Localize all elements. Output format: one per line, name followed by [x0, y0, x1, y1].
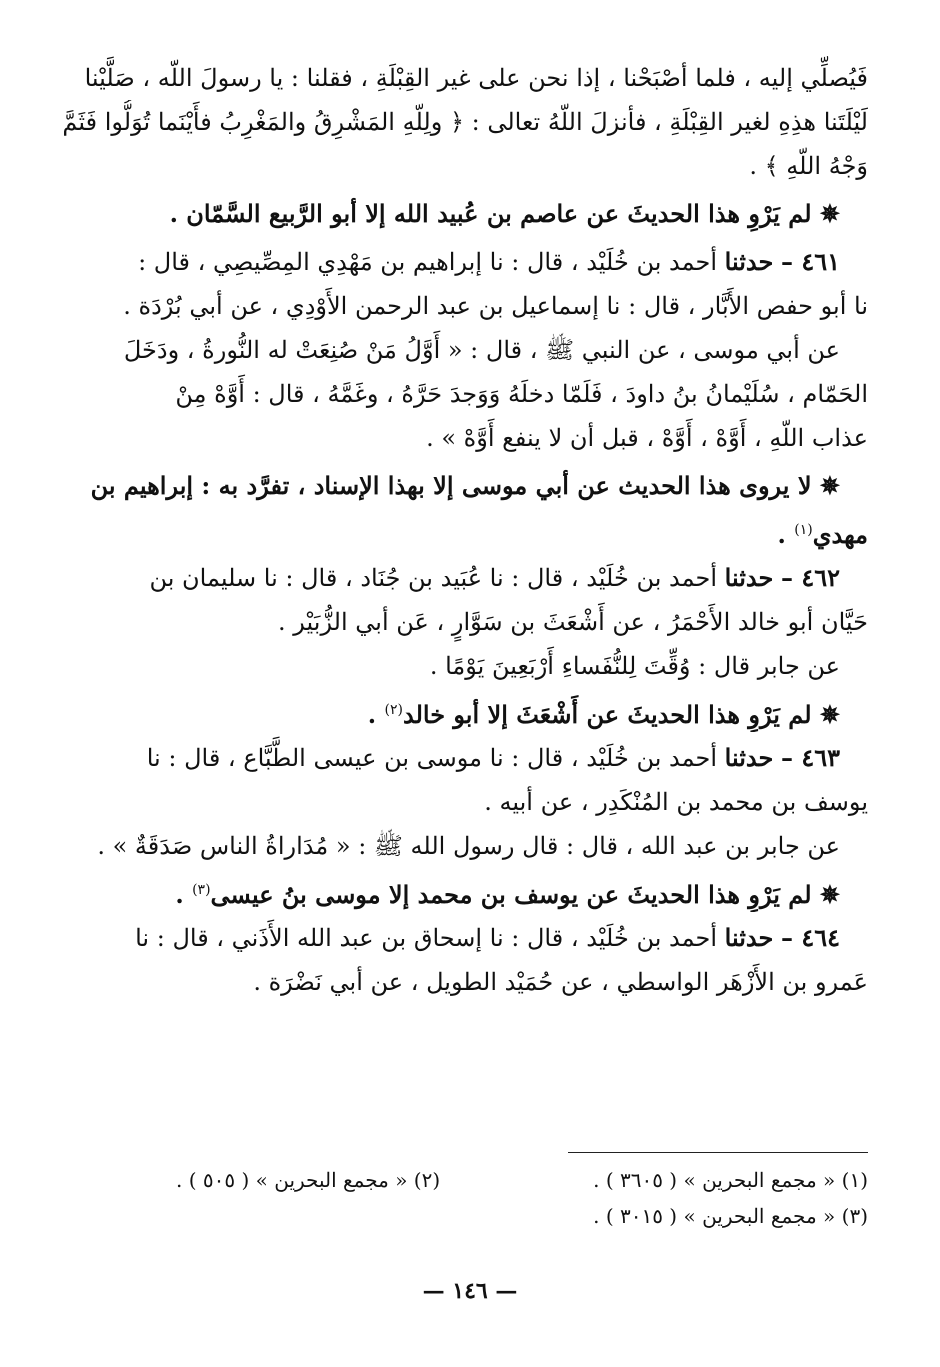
note-text: ✵ لم يَرْوِ هذا الحديثَ عن يوسف بن محمد إلا موسى بنُ عيسى [210, 880, 840, 909]
hadith-number: ٤٦٤ – [780, 923, 840, 952]
footnote-divider [568, 1152, 868, 1153]
note-line [56, 868, 868, 912]
hadith-line: عَمرو بن الأَزْهَر الواسطي ، عن حُمَيْد الطويل ، عن أبي نَضْرَة . [253, 968, 868, 996]
hadith-463 [56, 736, 868, 868]
hadith-number: ٤٦٢ – [780, 563, 840, 592]
note-line: ✵ لا يروى هذا الحديث عن أبي موسى إلا بهذا الإسناد ، تفرَّد به : إبراهيم بن [90, 471, 840, 500]
hadith-line [56, 556, 868, 600]
text-line: فَيُصلِّي إليه ، فلما أصْبَحْنا ، إذا نحن على غير القِبْلَةِ ، فقلنا : يا رسولَ اللّه ، صَلَّيْنا [84, 64, 868, 92]
hadith-number: ٤٦٣ – [780, 743, 840, 772]
note-text: مهدي [812, 520, 868, 549]
hadith-text: أحمد بن خُلَيْد ، قال : نا عُبَيد بن جُنَاد ، قال : نا سليمان بن [149, 564, 718, 592]
hadith-text: أحمد بن خُلَيْد ، قال : نا إبراهيم بن مَهْدِي المِصِّيصِي ، قال : [138, 248, 718, 276]
footnote-2: (٢) « مجمع البحرين » ( ٥٠٥ ) . [176, 1168, 441, 1192]
text-line: وَجْهُ اللّهِ ﴾ . [749, 152, 868, 180]
hadith-line: عن جابر قال : وُقِّتَ لِلنُّفَساءِ أَرْبَعِينَ يَوْمًا . [429, 652, 840, 680]
hadith-462 [56, 556, 868, 688]
hadith-number: ٤٦١ – [780, 247, 840, 276]
note-line [56, 508, 868, 552]
note-text: ✵ لم يَرْوِ هذا الحديثَ عن أَشْعَثَ إلا أبو خالد [402, 700, 840, 729]
hadith-text: أحمد بن خُلَيْد ، قال : نا إسحاق بن عبد الله الأَذَني ، قال : نا [135, 924, 718, 952]
page-number: — ١٤٦ — [422, 1278, 518, 1304]
hadith-line: عن جابر بن عبد الله ، قال : قال رسول الله ﷺ : « مُدَاراةُ الناس صَدَقَةٌ » . [97, 832, 840, 860]
hadith-line [56, 736, 868, 780]
note-end: . [777, 520, 786, 549]
note-paragraph [56, 464, 868, 552]
main-text [56, 56, 868, 1004]
hadith-line: عن أبي موسى ، عن النبي ﷺ ، قال : « أَوَّلُ مَنْ صُنِعَتْ له النُّورةُ ، ودَخَلَ [123, 336, 840, 364]
note-end: . [175, 880, 184, 909]
hadith-line: نا أبو حفص الأَبَّار ، قال : نا إسماعيل بن عبد الرحمن الأَوْدِي ، عن أبي بُرْدَة . [123, 292, 868, 320]
footnote-ref: (١) [794, 522, 813, 538]
hadith-464 [56, 916, 868, 1004]
footnote-row [56, 1162, 868, 1198]
hadith-461 [56, 240, 868, 460]
footnote-ref: (٢) [384, 702, 403, 718]
continuation-paragraph [56, 56, 868, 188]
hadith-line: عذاب اللّهِ ، أَوَّهْ ، أَوَّهْ ، قبل أن لا ينفع أَوَّهْ » . [426, 424, 868, 452]
footnotes [56, 1162, 868, 1234]
note-paragraph [56, 688, 868, 732]
footnote-1: (١) « مجمع البحرين » ( ٣٦٠٥ ) . [593, 1168, 868, 1192]
hadith-lead: حدثنا [724, 743, 774, 772]
note-paragraph [56, 868, 868, 912]
note-line [56, 688, 868, 732]
hadith-lead: حدثنا [724, 247, 774, 276]
note-paragraph [56, 192, 868, 236]
hadith-lead: حدثنا [724, 923, 774, 952]
hadith-line: حَيَّان أبو خالد الأَحْمَرُ ، عن أَشْعَثَ بن سَوَّارٍ ، عَن أبي الزُّبَيْر . [278, 608, 868, 636]
text-line: لَيْلَتَنا هذِهِ لغير القِبْلَةِ ، فأنزلَ اللّهُ تعالى : ﴿ ولِلّهِ المَشْرِقُ والمَغْرِبُ فأَيْنَما تُوَلُّوا فَثَمَّ [62, 108, 868, 136]
footnote-ref: (٣) [192, 882, 211, 898]
hadith-line: الحَمّام ، سُلَيْمانُ بنُ داودَ ، فَلَمّا دخلَهُ وَوَجدَ حَرَّهُ ، وغَمَّهُ ، قال : أَوَّهْ مِنْ [175, 380, 868, 408]
hadith-text: أحمد بن خُلَيْد ، قال : نا موسى بن عيسى الطَّبَّاع ، قال : نا [146, 744, 718, 772]
hadith-lead: حدثنا [724, 563, 774, 592]
hadith-line: يوسف بن محمد بن المُنْكَدِر ، عن أبيه . [484, 788, 868, 816]
note-line: ✵ لم يَرْوِ هذا الحديثَ عن عاصم بن عُبيد الله إلا أبو الرَّبيع السَّمّان . [169, 199, 840, 228]
hadith-line [56, 240, 868, 284]
hadith-line [56, 916, 868, 960]
note-end: . [367, 700, 377, 729]
footnote-3: (٣) « مجمع البحرين » ( ٣٠١٥ ) . [593, 1204, 868, 1228]
